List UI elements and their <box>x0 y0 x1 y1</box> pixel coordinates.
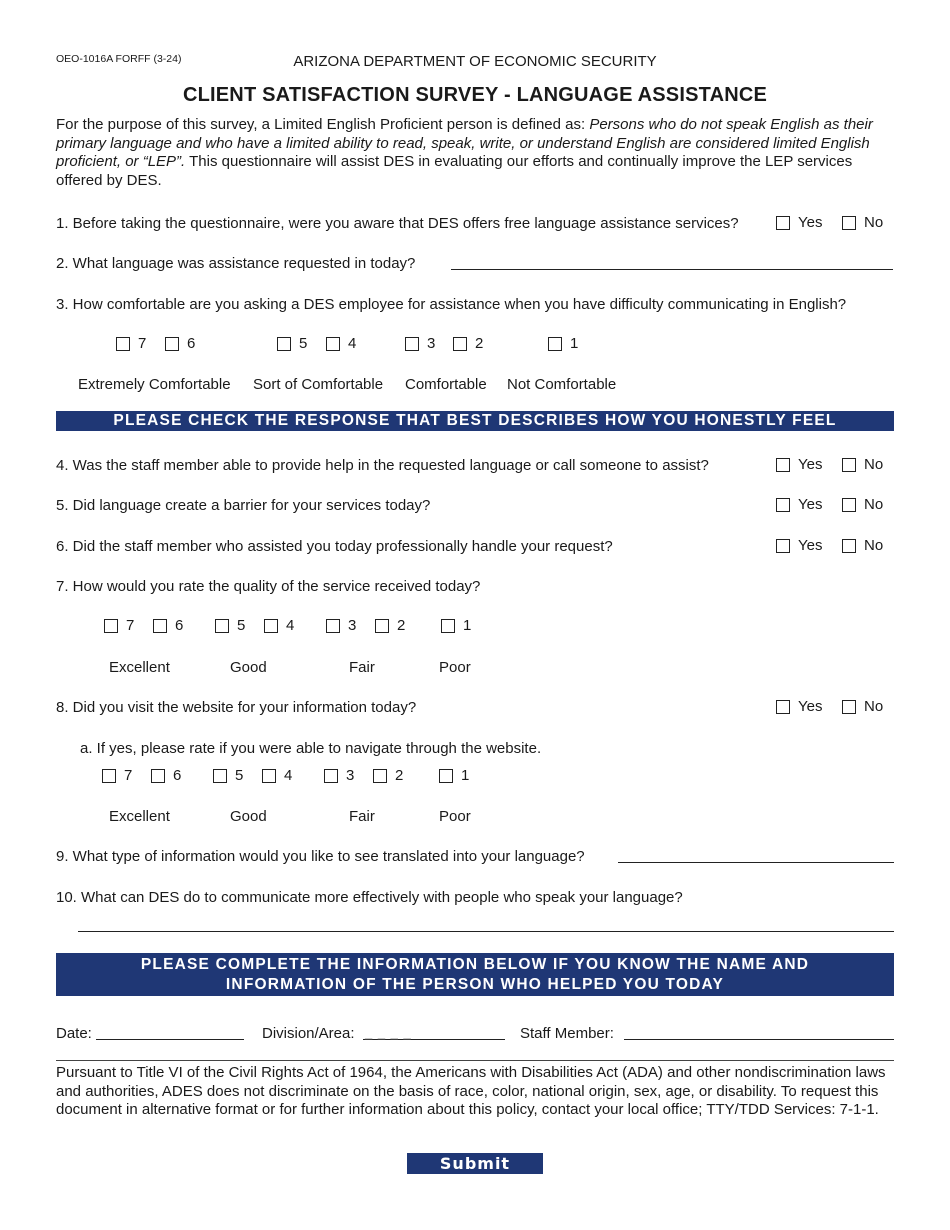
instruction-banner: PLEASE CHECK THE RESPONSE THAT BEST DESCRIBES HOW YOU HONESTLY FEEL <box>56 411 894 431</box>
question-8a: a. If yes, please rate if you were able to navigate through the website. <box>80 740 542 757</box>
q7-option-4[interactable]: 4 <box>264 617 294 634</box>
checkbox-icon <box>776 539 790 553</box>
checkbox-icon <box>324 769 338 783</box>
checkbox-icon <box>264 619 278 633</box>
q3-option-3[interactable]: 3 <box>405 335 435 352</box>
checkbox-icon <box>776 458 790 472</box>
q8a-label-poor: Poor <box>439 808 471 825</box>
date-label: Date: <box>56 1025 92 1042</box>
q3-option-5[interactable]: 5 <box>277 335 307 352</box>
divider <box>56 1060 894 1061</box>
q6-no-checkbox[interactable]: No <box>842 537 883 554</box>
info-banner-line-1: PLEASE COMPLETE THE INFORMATION BELOW IF YOU KNOW THE NAME AND <box>140 956 810 973</box>
q8a-option-7[interactable]: 7 <box>102 767 132 784</box>
checkbox-icon <box>776 700 790 714</box>
question-5: 5. Did language create a barrier for your services today? <box>56 497 431 514</box>
checkbox-icon <box>151 769 165 783</box>
q9-answer-line[interactable] <box>618 862 894 863</box>
q3-option-1[interactable]: 1 <box>548 335 578 352</box>
checkbox-icon <box>405 337 419 351</box>
intro-rest: This questionnaire will assist DES in evaluating our efforts and continually improve the LEP services offered by DES. <box>56 153 853 189</box>
division-value: _ _ _ _ <box>365 1025 412 1040</box>
checkbox-icon <box>842 216 856 230</box>
q8a-label-excellent: Excellent <box>109 808 170 825</box>
checkbox-icon <box>548 337 562 351</box>
q7-label-excellent: Excellent <box>109 659 170 676</box>
checkbox-icon <box>453 337 467 351</box>
staff-member-field[interactable] <box>624 1039 894 1040</box>
q8a-label-fair: Fair <box>349 808 375 825</box>
question-8: 8. Did you visit the website for your information today? <box>56 699 417 716</box>
q7-label-poor: Poor <box>439 659 471 676</box>
q8a-option-2[interactable]: 2 <box>373 767 403 784</box>
q3-option-2[interactable]: 2 <box>453 335 483 352</box>
q1-no-checkbox[interactable]: No <box>842 214 883 231</box>
q8a-option-1[interactable]: 1 <box>439 767 469 784</box>
q8-yes-checkbox[interactable]: Yes <box>776 698 822 715</box>
q8a-option-5[interactable]: 5 <box>213 767 243 784</box>
checkbox-icon <box>116 337 130 351</box>
agency-name: ARIZONA DEPARTMENT OF ECONOMIC SECURITY <box>293 53 657 70</box>
checkbox-icon <box>104 619 118 633</box>
checkbox-icon <box>277 337 291 351</box>
question-2: 2. What language was assistance requested in today? <box>56 255 416 272</box>
q4-no-checkbox[interactable]: No <box>842 456 883 473</box>
submit-button[interactable]: Submit <box>407 1153 543 1174</box>
checkbox-icon <box>165 337 179 351</box>
question-10: 10. What can DES do to communicate more effectively with people who speak your language? <box>56 889 683 906</box>
question-6: 6. Did the staff member who assisted you today professionally handle your request? <box>56 538 613 555</box>
q10-answer-line[interactable] <box>78 931 894 932</box>
comfort-label-not: Not Comfortable <box>507 376 617 393</box>
checkbox-icon <box>326 337 340 351</box>
question-3: 3. How comfortable are you asking a DES employee for assistance when you have difficulty communicating in English? <box>56 296 847 313</box>
q7-label-fair: Fair <box>349 659 375 676</box>
q7-option-7[interactable]: 7 <box>104 617 134 634</box>
q1-yes-checkbox[interactable]: Yes <box>776 214 822 231</box>
q7-option-5[interactable]: 5 <box>215 617 245 634</box>
page-title: CLIENT SATISFACTION SURVEY - LANGUAGE ASSISTANCE <box>182 84 768 106</box>
staff-member-label: Staff Member: <box>520 1025 614 1042</box>
checkbox-icon <box>375 619 389 633</box>
checkbox-icon <box>213 769 227 783</box>
comfort-label-extremely: Extremely Comfortable <box>78 376 231 393</box>
comfort-label-comfortable: Comfortable <box>405 376 487 393</box>
q7-option-1[interactable]: 1 <box>441 617 471 634</box>
q7-option-2[interactable]: 2 <box>375 617 405 634</box>
comfort-label-sort-of: Sort of Comfortable <box>253 376 384 393</box>
q8a-option-3[interactable]: 3 <box>324 767 354 784</box>
checkbox-icon <box>842 539 856 553</box>
info-banner <box>56 953 894 996</box>
info-banner-line-2: INFORMATION OF THE PERSON WHO HELPED YOU TODAY <box>225 976 725 993</box>
checkbox-icon <box>373 769 387 783</box>
q7-option-3[interactable]: 3 <box>326 617 356 634</box>
checkbox-icon <box>439 769 453 783</box>
checkbox-icon <box>215 619 229 633</box>
date-field[interactable] <box>96 1039 244 1040</box>
checkbox-icon <box>102 769 116 783</box>
intro-paragraph <box>56 116 896 190</box>
checkbox-icon <box>776 498 790 512</box>
q5-no-checkbox[interactable]: No <box>842 496 883 513</box>
form-id: OEO-1016A FORFF (3-24) <box>56 53 182 65</box>
checkbox-icon <box>441 619 455 633</box>
q4-yes-checkbox[interactable]: Yes <box>776 456 822 473</box>
question-7: 7. How would you rate the quality of the service received today? <box>56 578 481 595</box>
checkbox-icon <box>842 458 856 472</box>
q3-option-6[interactable]: 6 <box>165 335 195 352</box>
q7-label-good: Good <box>230 659 267 676</box>
lep-definition: Persons who do not speak English as their primary language and who have a limited ability to read, speak, write, or understand English are considered limited English proficient, or “LEP”. <box>56 116 873 170</box>
question-1: 1. Before taking the questionnaire, were you aware that DES offers free language assistance services? <box>56 215 739 232</box>
question-9: 9. What type of information would you like to see translated into your language? <box>56 848 585 865</box>
q3-option-4[interactable]: 4 <box>326 335 356 352</box>
checkbox-icon <box>153 619 167 633</box>
division-label: Division/Area: <box>262 1025 355 1042</box>
q8a-option-4[interactable]: 4 <box>262 767 292 784</box>
question-4: 4. Was the staff member able to provide help in the requested language or call someone to assist? <box>56 457 709 474</box>
q8-no-checkbox[interactable]: No <box>842 698 883 715</box>
q8a-option-6[interactable]: 6 <box>151 767 181 784</box>
checkbox-icon <box>842 498 856 512</box>
checkbox-icon <box>776 216 790 230</box>
q7-option-6[interactable]: 6 <box>153 617 183 634</box>
checkbox-icon <box>842 700 856 714</box>
nondiscrimination-notice: Pursuant to Title VI of the Civil Rights Act of 1964, the Americans with Disabilities Act (ADA) and other nondiscrimination laws and authorities, ADES does not discriminate on the basis of race, color, national origin, sex, age, or disability. To request this document in alternative format or for further information about this policy, contact your local office; TTY/TDD Services: 7-1-1. <box>56 1064 886 1118</box>
q6-yes-checkbox[interactable]: Yes <box>776 537 822 554</box>
intro-lead: For the purpose of this survey, a Limited English Proficient person is defined as: <box>56 116 590 133</box>
checkbox-icon <box>262 769 276 783</box>
q8a-label-good: Good <box>230 808 267 825</box>
checkbox-icon <box>326 619 340 633</box>
q3-option-7[interactable]: 7 <box>116 335 146 352</box>
q2-answer-line[interactable] <box>451 269 893 270</box>
q5-yes-checkbox[interactable]: Yes <box>776 496 822 513</box>
